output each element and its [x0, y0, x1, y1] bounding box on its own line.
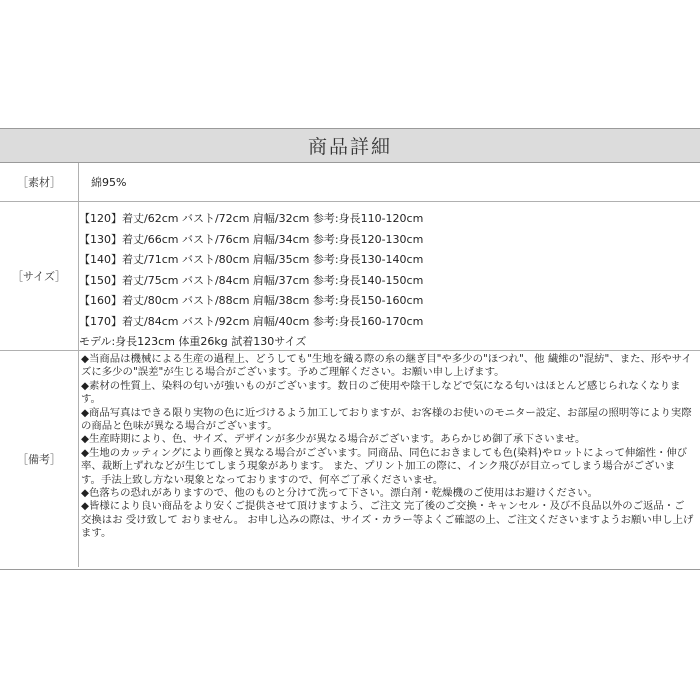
size-line: 【160】着丈/80cm バスト/88cm 肩幅/38cm 参考:身長150-160cm — [79, 294, 424, 307]
notes-row — [0, 351, 700, 567]
note-item: ◆生産時期により、色、サイズ、デザインが多少が異なる場合がございます。あらかじめ御了承下さいませ。 — [81, 433, 586, 446]
notes-value — [79, 351, 700, 567]
note-item: ◆商品写真はできる限り実物の色に近づけるよう加工しておりますが、お客様のお使いのモニター設定、お部屋の照明等により実際の商品と色味が異なる場合がございます。 — [81, 406, 692, 433]
model-info: モデル:身長123cm 体重26kg 試着130サイズ — [79, 335, 307, 348]
size-line: 【130】着丈/66cm バスト/76cm 肩幅/34cm 参考:身長120-130cm — [79, 232, 424, 246]
notes-label: ［備考］ — [0, 351, 79, 567]
note-item: ◆皆様により良い商品をより安くご提供させて頂けますよう、ご注文 完了後のご交換・キャンセル・及び不良品以外のご返品・ご交換はお 受け致して おりません。 お申し込みの際は、サイズ・カラー等よくご確認の上、ご注文くださいますようお願い申し上げます。 — [81, 500, 694, 540]
size-line: 【150】着丈/75cm バスト/84cm 肩幅/37cm 参考:身長140-150cm — [79, 273, 424, 287]
size-row — [0, 202, 700, 351]
product-details-table — [0, 128, 700, 570]
size-line: 【120】着丈/62cm バスト/72cm 肩幅/32cm 参考:身長110-120cm — [79, 212, 424, 225]
note-item: ◆当商品は機械による生産の過程上、どうしても"生地を織る際の糸の継ぎ目"や多少の"ほつれ"、他 繊維の"混紡"、また、形やサイズに多少の"誤差"が生じる場合がございます。予めご理解ください。お願い申し上げます。 — [81, 353, 692, 379]
size-line: 【140】着丈/71cm バスト/80cm 肩幅/35cm 参考:身長130-140cm — [79, 253, 424, 266]
material-label: ［素材］ — [0, 163, 79, 201]
page-title: 商品詳細 — [0, 129, 700, 163]
note-item: ◆色落ちの恐れがありますので、他のものと分けて洗って下さい。漂白剤・乾燥機のご使用はお避けください。 — [81, 487, 598, 500]
size-label: ［サイズ］ — [0, 202, 79, 350]
note-item: ◆素材の性質上、染料の匂いが強いものがございます。数日のご使用や陰干しなどで気になる匂いはほとんど感じられなくなります。 — [81, 379, 681, 406]
size-line: 【170】着丈/84cm バスト/92cm 肩幅/40cm 参考:身長160-170cm — [79, 314, 424, 328]
note-item: ◆生地のカッティングにより画像と異なる場合がございます。同商品、同色におきましても色(染料)やロットによって伸縮性・伸び率、裁断上ずれなどが生じてしまう現象があります。 また、プリント加工の際に、インク飛びが目立ってしまう場合がございます。手法上致し方ない現象となっておりますので、何卒ご了承くださいませ。 — [81, 446, 688, 486]
size-value — [79, 202, 700, 350]
material-row — [0, 163, 700, 202]
material-value: 綿95% — [91, 176, 127, 189]
